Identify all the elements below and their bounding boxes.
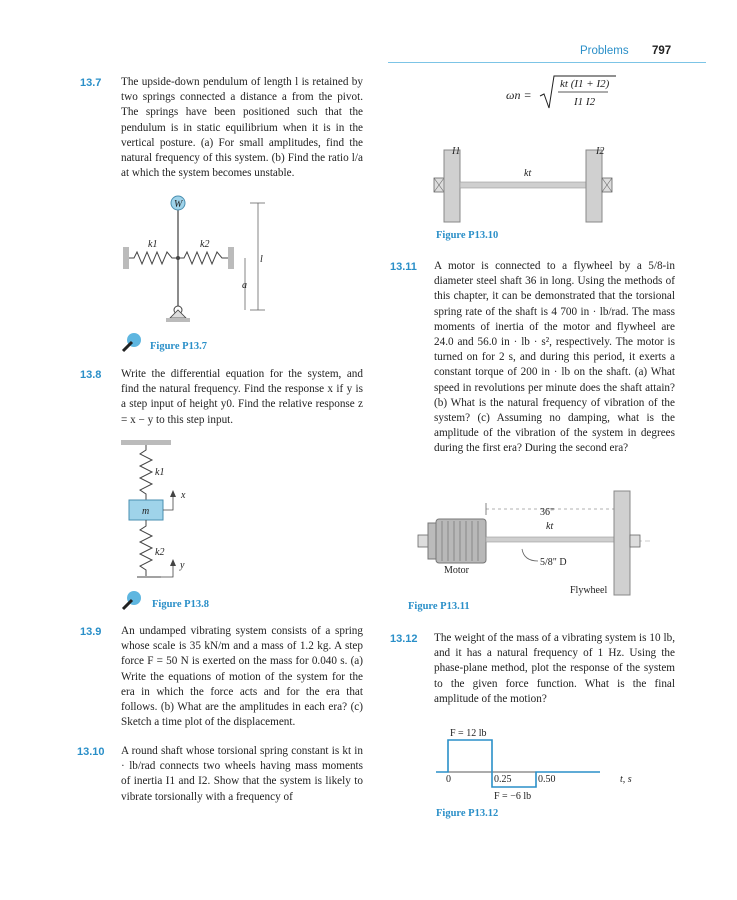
- kt-label: kt: [546, 521, 554, 532]
- figure-p13-7: [110, 190, 280, 330]
- shaft: [486, 537, 614, 542]
- i1-label: I1: [452, 146, 461, 157]
- motor-endcap: [428, 523, 436, 559]
- equation-numerator: kt (I1 + I2): [560, 78, 610, 90]
- k1-label: k1: [148, 239, 158, 250]
- spring-k1: [129, 252, 178, 264]
- figure-caption: Figure P13.7: [150, 341, 207, 352]
- problem-number: 13.11: [390, 261, 417, 273]
- tick-0-label: 0: [446, 774, 451, 785]
- kt-label: kt: [524, 168, 532, 179]
- force-high-label: F = 12 lb: [450, 728, 487, 739]
- ground: [166, 318, 190, 322]
- force-low-label: F = −6 lb: [494, 791, 532, 802]
- figure-caption: Figure P13.10: [436, 230, 499, 241]
- problem-text: A motor is connected to a flywheel by a 5/8-in diameter steel shaft 36 in long. Using the methods of this chapter, it can be demonstrated that the torsional spring rate of the shaft is 4 700 in · lb/rad. The mass moments of inertia of the motor and flywheel are 24.0 and 56.0 in · lb · s², respectively. The motor is turned on for 2 s, and during this period, it exerts a constant torque of 200 in · lb on the shaft. (a) What speed in revolutions per minute does the shaft attain? (b) What is the natural frequency of vibration of the system? (c) Assuming no damping, what is the amplitude of the vibration of the system in degrees during the first era? During the second era?: [434, 260, 675, 455]
- problem-number: 13.8: [80, 369, 102, 381]
- diameter-label: 5/8" D: [540, 557, 567, 568]
- shaft: [460, 182, 586, 188]
- tick-050-label: 0.50: [538, 774, 556, 785]
- figure-caption: Figure P13.11: [408, 601, 470, 612]
- right-wall: [228, 247, 234, 269]
- problem-text: The weight of the mass of a vibrating system is 10 lb, and it has a natural frequency of 1 Hz. Using the phase-plane method, plot the response of the system to the given force function. What is the final amplitude of the motion?: [434, 632, 675, 705]
- equation-lhs: ωn =: [506, 88, 532, 102]
- problem-text: An undamped vibrating system consists of a spring whose scale is 35 kN/m and a mass of 1.2 kg. A step force F = 50 N is exerted on the mass for 0.040 s. (a) Write the equations of motion of the system for the era in which the force acts and for the era that follows. (b) What are the amplitudes in each era? (c) Sketch a time plot of the displacement.: [121, 625, 363, 729]
- problem-number: 13.10: [77, 746, 105, 758]
- time-axis-label: t, s: [620, 774, 632, 785]
- page-number: 797: [652, 45, 672, 57]
- problem-text: A round shaft whose torsional spring constant is kt in · lb/rad connects two wheels having mass moments of inertia I1 and I2. Show that the system is likely to vibrate torsionally with a frequency of: [121, 745, 363, 803]
- diameter-leader: [522, 549, 538, 561]
- x-arrow: [163, 495, 173, 510]
- mass-label: m: [142, 506, 150, 517]
- l-label: l: [260, 254, 263, 265]
- mass-label: W: [174, 199, 183, 210]
- spring-attach-point: [176, 256, 180, 260]
- wheel-i2: [586, 150, 602, 222]
- header-rule: [388, 62, 706, 63]
- figure-p13-11: [410, 485, 660, 600]
- problem-text: The upside-down pendulum of length l is retained by two springs connected a distance a from the pivot. The springs have been positioned such that the pendulum is in static equilibrium when it is in the vertical posture. (a) For small amplitudes, find the natural frequency of this system. (b) Find the ratio l/a at which the system becomes unstable.: [121, 76, 363, 180]
- figure-caption: Figure P13.8: [152, 599, 209, 610]
- problem-number: 13.9: [80, 626, 102, 638]
- flywheel-label: Flywheel: [570, 585, 608, 596]
- k1-label: k1: [155, 467, 165, 478]
- force-waveform: [436, 740, 600, 787]
- flywheel-bearing: [630, 535, 640, 547]
- problem-number: 13.12: [390, 633, 418, 645]
- figure-p13-10: [430, 140, 620, 230]
- problem-text: Write the differential equation for the system, and find the natural frequency. Find the response x if y is a step input of height y0. Find the relative response z = x − y to this step input.: [121, 368, 363, 426]
- motor-label: Motor: [444, 565, 469, 576]
- spring-k2: [178, 252, 228, 264]
- left-wall: [123, 247, 129, 269]
- problem-number: 13.7: [80, 77, 102, 89]
- flywheel: [614, 491, 630, 595]
- y-label: y: [180, 560, 185, 571]
- motor-bearing: [418, 535, 428, 547]
- figure-caption: Figure P13.12: [436, 808, 499, 819]
- i2-label: I2: [596, 146, 605, 157]
- tick-025-label: 0.25: [494, 774, 512, 785]
- wheel-i1: [444, 150, 460, 222]
- x-label: x: [181, 490, 186, 501]
- k2-label: k2: [155, 547, 165, 558]
- k2-label: k2: [200, 239, 210, 250]
- length-label: 36": [540, 507, 555, 518]
- header-section-title: Problems: [580, 45, 629, 57]
- equation-denominator: I1 I2: [574, 96, 596, 108]
- spring-k1: [140, 445, 152, 500]
- wrench-icon: [120, 590, 142, 612]
- ceiling: [121, 440, 171, 445]
- figure-p13-8: [115, 440, 215, 590]
- spring-k2: [140, 520, 152, 576]
- figure-p13-12: [430, 722, 640, 802]
- pivot-base: [170, 310, 186, 318]
- wrench-icon: [120, 332, 142, 354]
- a-label: a: [242, 280, 247, 291]
